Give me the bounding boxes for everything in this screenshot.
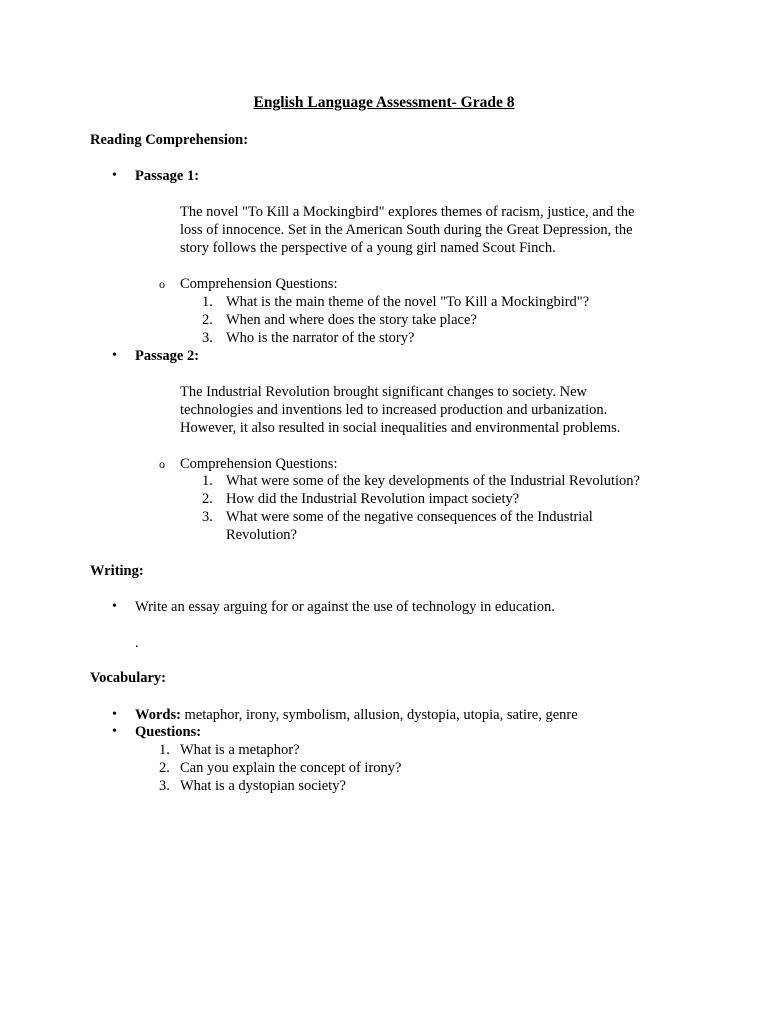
bullet-icon: • xyxy=(112,724,117,739)
question-number: 3. xyxy=(159,778,170,794)
question-text-continued: Revolution? xyxy=(226,527,297,543)
question-text: What is a dystopian society? xyxy=(180,778,346,794)
question-text: What is the main theme of the novel "To Kill a Mockingbird"? xyxy=(226,294,590,310)
bullet-icon: • xyxy=(112,348,117,363)
writing-heading: Writing: xyxy=(90,563,144,579)
document-title: English Language Assessment- Grade 8 xyxy=(253,94,515,111)
question-number: 2. xyxy=(202,312,213,328)
bullet-icon: • xyxy=(112,599,117,614)
vocabulary-words xyxy=(135,706,578,724)
passage2-questions-label: Comprehension Questions: xyxy=(180,456,338,472)
question-text: Who is the narrator of the story? xyxy=(226,330,415,346)
writing-prompt: Write an essay arguing for or against the use of technology in education. xyxy=(135,599,555,615)
passage1-questions-label: Comprehension Questions: xyxy=(180,276,338,292)
circle-bullet-icon: o xyxy=(159,457,165,471)
vocabulary-questions-label: Questions: xyxy=(135,724,202,740)
words-label: Words: xyxy=(135,707,181,723)
question-text: What is a metaphor? xyxy=(180,742,300,758)
circle-bullet-icon: o xyxy=(159,277,165,291)
passage1-text xyxy=(180,203,635,257)
bullet-icon: • xyxy=(112,168,117,183)
passage1-label: Passage 1: xyxy=(135,168,200,184)
question-number: 2. xyxy=(202,491,213,507)
passage2-text xyxy=(180,383,620,437)
question-number: 2. xyxy=(159,760,170,776)
question-number: 3. xyxy=(202,330,213,346)
passage2-line: However, it also resulted in social inequalities and environmental problems. xyxy=(180,420,621,436)
writing-dot: . xyxy=(135,635,139,651)
words-list: metaphor, irony, symbolism, allusion, dystopia, utopia, satire, genre xyxy=(180,707,578,723)
reading-heading: Reading Comprehension: xyxy=(90,132,249,148)
passage1-line: story follows the perspective of a young girl named Scout Finch. xyxy=(180,240,556,256)
passage2-line: technologies and inventions led to increased production and urbanization. xyxy=(180,402,608,418)
question-text: How did the Industrial Revolution impact society? xyxy=(226,491,520,507)
passage2-line: The Industrial Revolution brought significant changes to society. New xyxy=(180,384,587,400)
question-number: 3. xyxy=(202,509,213,525)
bullet-icon: • xyxy=(112,707,117,722)
question-number: 1. xyxy=(202,294,213,310)
passage1-line: loss of innocence. Set in the American South during the Great Depression, the xyxy=(180,222,633,238)
question-text: Can you explain the concept of irony? xyxy=(180,760,402,776)
passage2-label: Passage 2: xyxy=(135,348,200,364)
question-number: 1. xyxy=(202,473,213,489)
passage1-line: The novel "To Kill a Mockingbird" explores themes of racism, justice, and the xyxy=(180,204,635,220)
question-text: What were some of the key developments of the Industrial Revolution? xyxy=(226,473,640,489)
question-text: When and where does the story take place? xyxy=(226,312,477,328)
question-text: What were some of the negative consequences of the Industrial xyxy=(226,509,593,525)
vocabulary-heading: Vocabulary: xyxy=(90,670,166,686)
question-number: 1. xyxy=(159,742,170,758)
